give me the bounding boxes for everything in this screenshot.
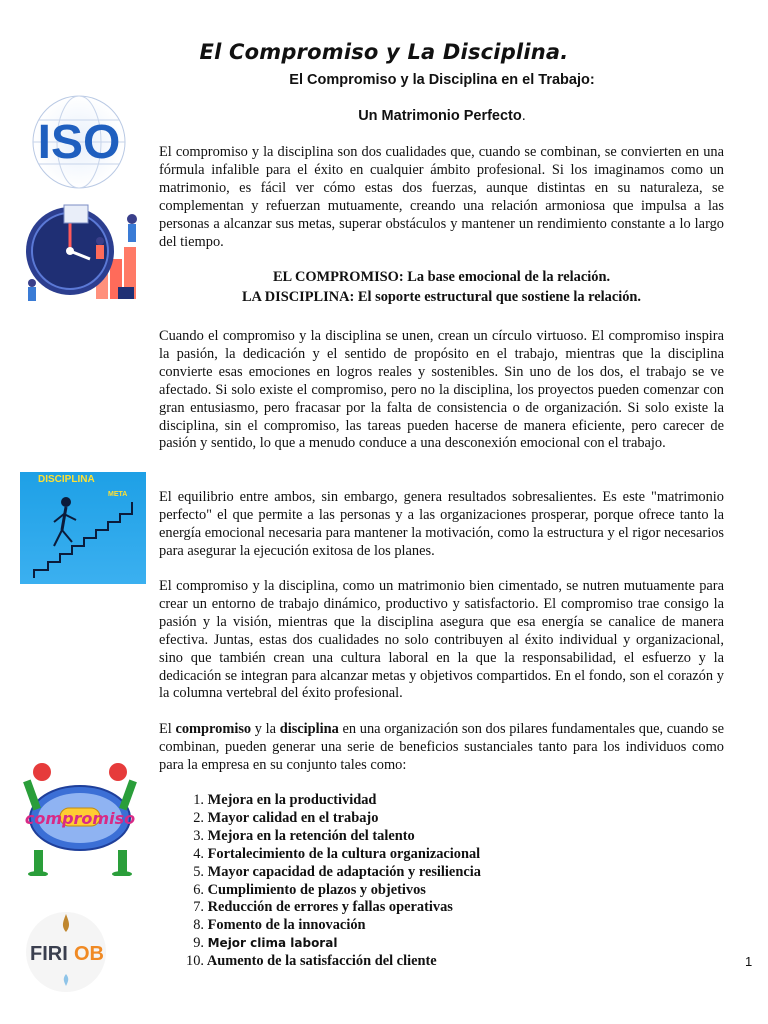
list-item-number: 4. [193,845,204,862]
subtitle-matrimonio [160,108,724,124]
disciplina-label: DISCIPLINA [38,474,95,485]
compromiso-figures-image [16,758,144,876]
pilares-block [159,721,724,775]
matrimonio-paragraph: El compromiso y la disciplina, como un matrimonio bien cimentado, se nutren mutuamente para crear un entorno de trabajo dinámico, productivo y satisfactorio. El compromiso trae consigo la pasión y la visión, mientras que la disciplina asegura que esa energía se canalice de manera efectiva. Juntas, estas dos cualidades no solo contribuyen al éxito individual y organizacional, sino que también crean una cultura laboral en la que la responsabilidad, el esfuerzo y la dedicación se integran para alcanzar metas y objetivos compartidos. En el fondo, son el corazón y la columna vertebral del éxito profesional. [159,578,724,702]
disciplina-stairs-image [20,472,146,584]
stairs-climber-icon [20,472,146,584]
list-item-text: Reducción de errores y fallas operativas [207,899,453,916]
pilares-paragraph [159,721,724,775]
compromiso-word-art: compromiso [24,809,136,828]
list-item [178,899,481,917]
list-item-text: Fortalecimiento de la cultura organizacional [207,845,481,862]
list-item [178,846,481,864]
list-item-number: 10. [186,953,204,970]
page-number: 1 [745,954,753,969]
subtitle-trabajo: El Compromiso y la Disciplina en el Trabajo: [289,72,595,88]
firiob-text-firi: FIRI [30,943,68,965]
list-item-text: Mayor calidad en el trabajo [207,809,379,826]
list-item [178,828,481,846]
list-item-number: 9. [193,935,204,952]
list-item [178,792,481,810]
list-item-text: Aumento de la satisfacción del cliente [206,953,437,970]
list-item-number: 6. [193,881,204,898]
list-item-text: Mejora en la productividad [207,792,377,808]
iso-logo-image [18,92,140,192]
pilares-text-2: y la [251,721,280,737]
circulo-block [159,328,724,453]
heading-compromiso: EL COMPROMISO: La base emocional de la relación. [272,269,611,285]
equilibrio-paragraph: El equilibrio entre ambos, sin embargo, genera resultados sobresalientes. Es este "matrimonio perfecto" el que permite a las personas y a las organizaciones prosperar, porque ofrece tanto la energía emocional necesaria para mantener la motivación, como la estructura y el rigor necesarios para asegurar la ejecución exitosa de los planes. [159,489,724,559]
list-item-text: Cumplimiento de plazos y objetivos [207,881,426,898]
list-item-text: Mayor capacidad de adaptación y resiliencia [207,863,481,880]
equilibrio-block [159,489,724,561]
firiob-logo-image [24,908,108,994]
handshake-team-icon [16,758,144,876]
subtitle-matrimonio-text: Un Matrimonio Perfecto [358,108,522,124]
pilares-bold-compromiso: compromiso [175,721,252,737]
firiob-logo-icon [24,908,108,994]
list-item-text: Mejora en la retención del talento [207,827,415,844]
meta-label: META [108,491,128,498]
heading-disciplina: LA DISCIPLINA: El soporte estructural que sostiene la relación. [241,289,642,305]
list-item [178,882,481,900]
time-management-image [18,197,145,303]
intro-paragraph: El compromiso y la disciplina son dos cualidades que, cuando se combinan, se convierten en una fórmula infalible para el éxito en cualquier ámbito profesional. Si los imaginamos como un matrimonio, es fácil ver cómo estas dos fuerzas, aunque distintas en su naturaleza, se complementan y refuerzan mutuamente, creando una relación armoniosa que impulsa a las personas a alcanzar sus metas, superar obstáculos y mantener un rendimiento constante a lo largo del tiempo. [159,144,724,250]
list-item [178,917,481,935]
list-item-text: Mejor clima laboral [207,936,338,951]
pilares-text-1: El [159,721,176,737]
list-item-number: 5. [193,863,204,880]
pilares-text-3: en una organización son dos pilares fundamentales que, cuando se combinan, pueden generar una serie de beneficios sustanciales tanto para los individuos como para la empresa en su conjunto tales como: [159,721,724,773]
list-item-number: 2. [193,809,204,826]
pilares-bold-disciplina: disciplina [279,721,339,737]
list-item-number: 8. [193,917,204,934]
benefits-list [178,792,481,971]
list-item [178,864,481,882]
intro-block [159,144,724,251]
list-item-number: 3. [193,827,204,844]
iso-globe-icon [18,92,140,192]
list-item [178,810,481,828]
list-item [178,953,481,971]
iso-logo-text: ISO [37,116,121,169]
firiob-text-ob: OB [74,943,104,965]
list-item-number: 1. [193,792,204,808]
circulo-paragraph: Cuando el compromiso y la disciplina se unen, crean un círculo virtuoso. El compromiso inspira la pasión, la dedicación y el sentido de propósito en el trabajo, mientras que la disciplina convierte esas emociones en logros reales y sostenibles. Sin uno de los dos, el trabajo se ve afectado. Si solo existe el compromiso, pero no la disciplina, los proyectos pueden comenzar con gran entusiasmo, pero fracasar por la falta de consistencia o de organización. Si solo existe la disciplina, sin el compromiso, las tareas pueden hacerse de manera eficiente, pero carecer de pasión y sentido, lo que a menudo conduce a una desconexión emocional con el trabajo. [159,328,724,452]
matrimonio-block [159,578,724,703]
subtitle-period: . [521,108,526,124]
list-item [178,935,481,953]
document-title: El Compromiso y La Disciplina. [199,40,569,64]
list-item-number: 7. [193,899,204,916]
section-headings [159,267,724,307]
list-item-text: Fomento de la innovación [207,917,366,934]
clock-team-illustration-icon [18,197,145,303]
